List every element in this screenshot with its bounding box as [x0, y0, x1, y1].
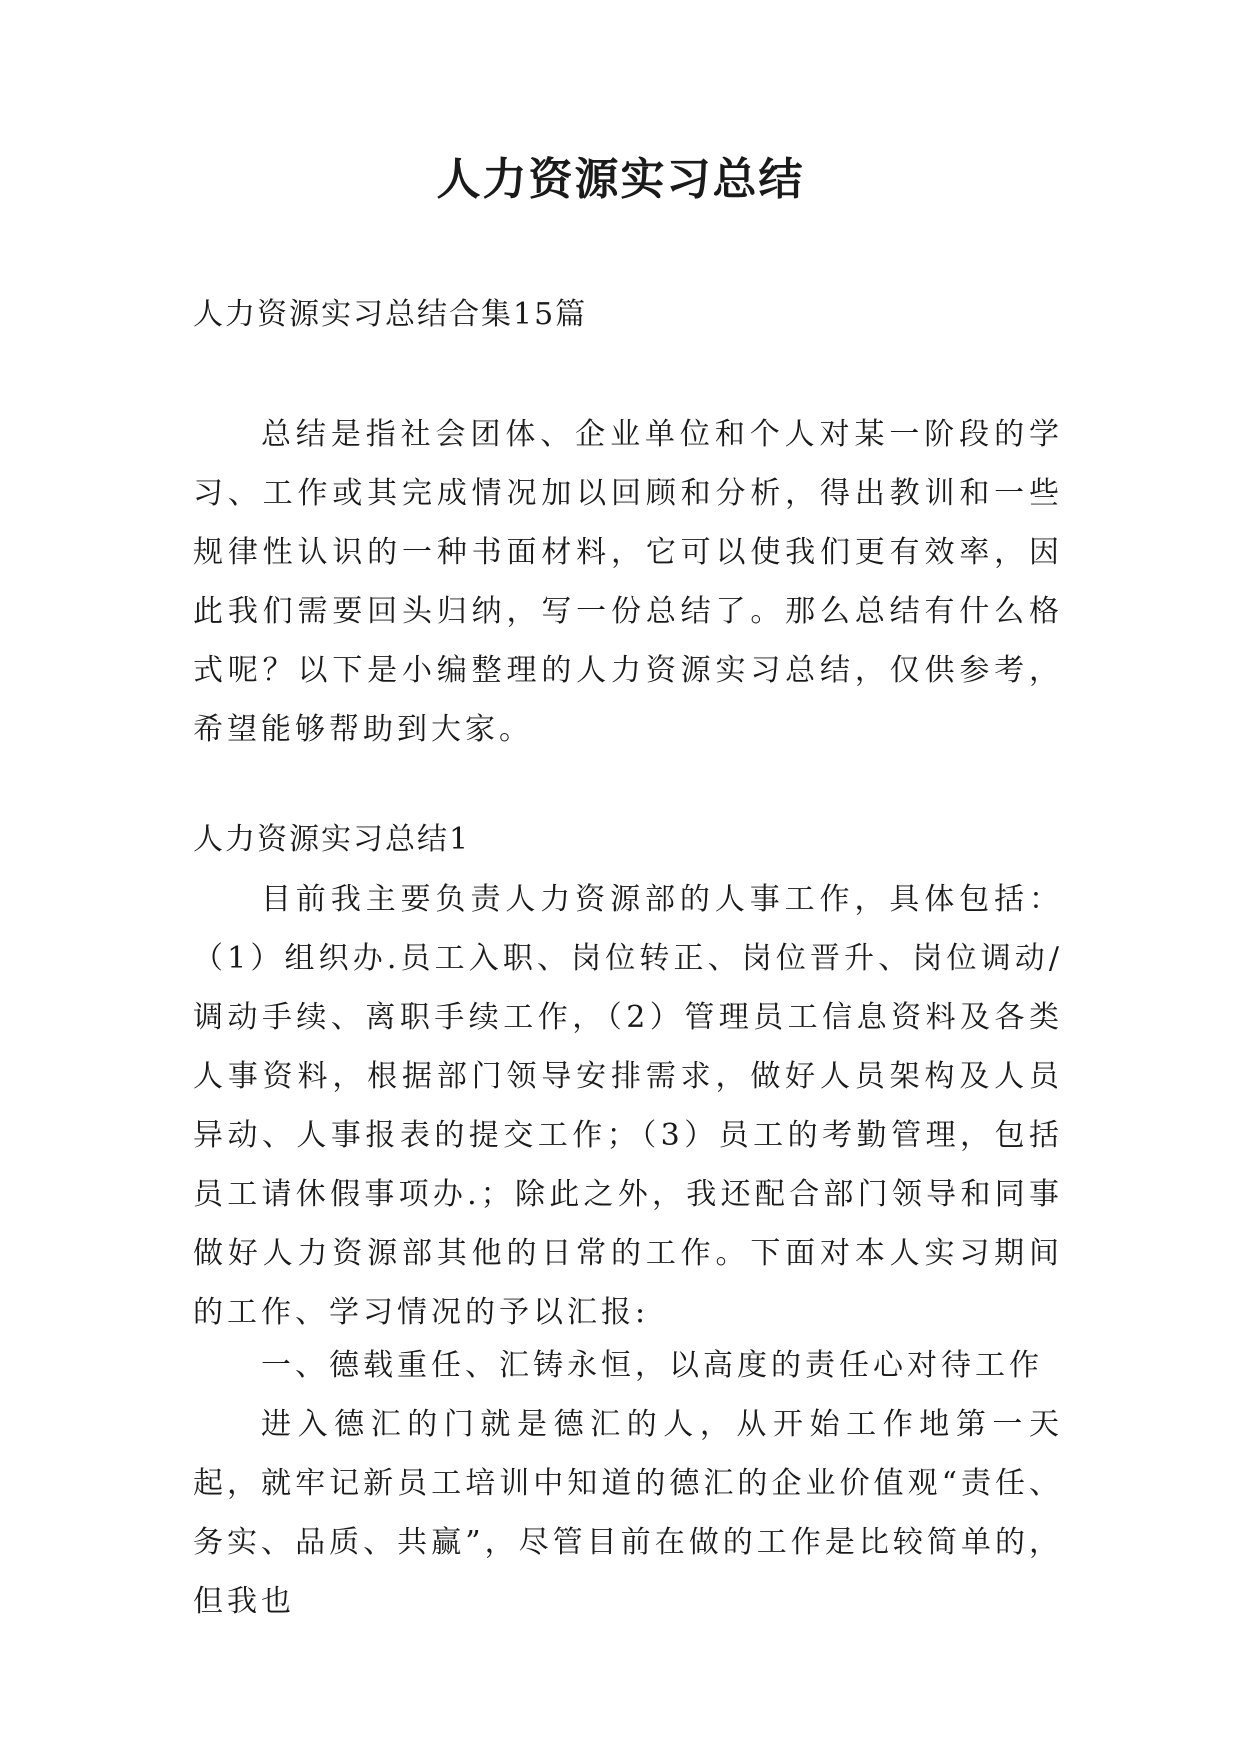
- document-title: 人力资源实习总结: [436, 154, 805, 205]
- point-heading: 一、德载重任、汇铸永恒，以高度的责任心对待工作: [261, 1348, 1043, 1383]
- intro-paragraph: 总结是指社会团体、企业单位和个人对某一阶段的学习、工作或其完成情况加以回顾和分析，得出教训和一些规律性认识的一种书面材料，它可以使我们更有效率，因此我们需要回头归纳，写一份总结了。那么总结有什么格式呢？以下是小编整理的人力资源实习总结，仅供参考，希望能够帮助到大家。: [193, 417, 1063, 747]
- document-subtitle: 人力资源实习总结合集15篇: [193, 297, 588, 332]
- point-paragraph: 进入德汇的门就是德汇的人，从开始工作地第一天起，就牢记新员工培训中知道的德汇的企业价值观“责任、务实、品质、共赢”，尽管目前在做的工作是比较简单的，但我也: [193, 1407, 1063, 1619]
- section-heading: 人力资源实习总结1: [193, 822, 471, 857]
- section-paragraph: 目前我主要负责人力资源部的人事工作，具体包括：（1）组织办.员工入职、岗位转正、岗位晋升、岗位调动/调动手续、离职手续工作，（2）管理员工信息资料及各类人事资料，根据部门领导安排需求，做好人员架构及人员异动、人事报表的提交工作；（3）员工的考勤管理，包括员工请休假事项办.；除此之外，我还配合部门领导和同事做好人力资源部其他的日常的工作。下面对本人实习期间的工作、学习情况的予以汇报:: [193, 882, 1063, 1330]
